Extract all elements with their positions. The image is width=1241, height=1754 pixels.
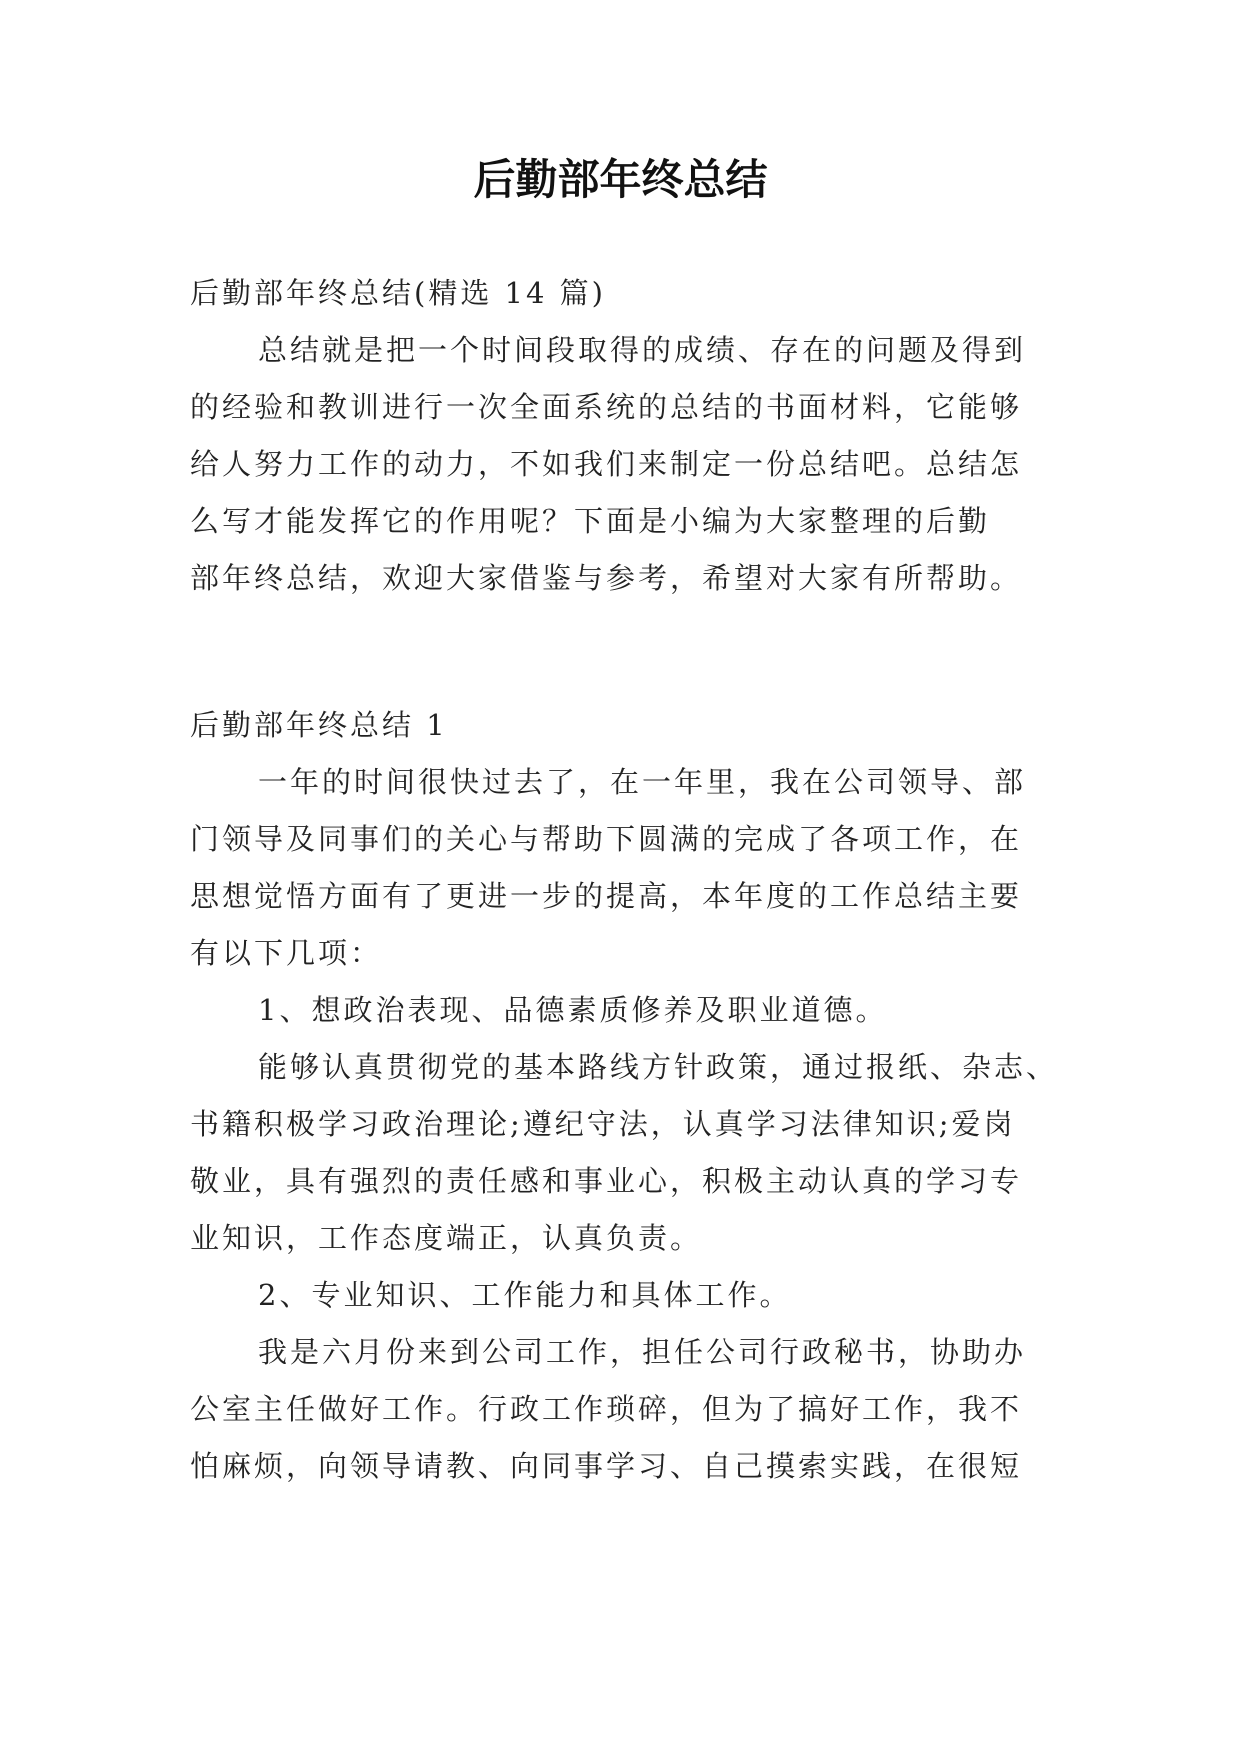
intro-line: 给人努力工作的动力，不如我们来制定一份总结吧。总结怎 [190,447,1023,481]
paragraph-line: 能够认真贯彻党的基本路线方针政策，通过报纸、杂志、 [258,1050,1059,1084]
paragraph-line: 我是六月份来到公司工作，担任公司行政秘书，协助办 [258,1335,1027,1369]
paragraph-line: 怕麻烦，向领导请教、向同事学习、自己摸索实践，在很短 [190,1449,1023,1483]
paragraph-line: 书籍积极学习政治理论;遵纪守法，认真学习法律知识;爱岗 [190,1107,1016,1141]
intro-line: 么写才能发挥它的作用呢？下面是小编为大家整理的后勤 [190,504,991,538]
list-item-heading: 1、想政治表现、品德素质修养及职业道德。 [258,993,888,1027]
paragraph-line: 公室主任做好工作。行政工作琐碎，但为了搞好工作，我不 [190,1392,1023,1426]
paragraph-line: 门领导及同事们的关心与帮助下圆满的完成了各项工作，在 [190,822,1023,856]
intro-block [190,265,1060,607]
intro-line: 部年终总结，欢迎大家借鉴与参考，希望对大家有所帮助。 [190,561,1023,595]
document-title: 后勤部年终总结 [473,155,768,204]
section-1 [190,697,1060,1495]
paragraph-line: 一年的时间很快过去了，在一年里，我在公司领导、部 [258,765,1027,799]
paragraph-line: 思想觉悟方面有了更进一步的提高，本年度的工作总结主要 [190,879,1023,913]
paragraph-line: 业知识，工作态度端正，认真负责。 [190,1221,703,1255]
intro-line: 的经验和教训进行一次全面系统的总结的书面材料，它能够 [190,390,1023,424]
paragraph-line: 敬业，具有强烈的责任感和事业心，积极主动认真的学习专 [190,1164,1023,1198]
list-item-heading: 2、专业知识、工作能力和具体工作。 [258,1278,792,1312]
intro-line: 总结就是把一个时间段取得的成绩、存在的问题及得到 [258,333,1027,367]
paragraph-line: 有以下几项： [190,936,383,970]
document-subtitle: 后勤部年终总结(精选 14 篇) [190,276,606,310]
section-heading: 后勤部年终总结 1 [190,708,448,742]
